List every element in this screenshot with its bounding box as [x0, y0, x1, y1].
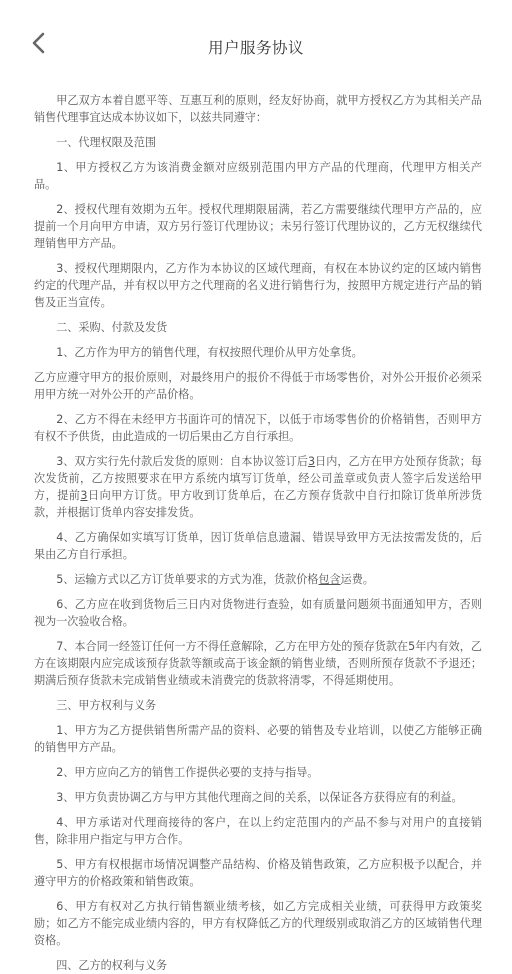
clause: [34, 571, 482, 588]
top-bar: [0, 0, 512, 92]
clause: 3、授权代理期限内，乙方作为本协议的区域代理商，有权在本协议约定的区域内销售约定的代理产品，并有权以甲方之代理商的名义进行销售行为，按照甲方规定进行产品的销售及正当宣传。: [34, 262, 482, 310]
section-heading: 二、采购、付款及发货: [56, 321, 168, 335]
clause: 乙方应遵守甲方的报价原则，对最终用户的报价不得低于市场零售价，对外公开报价必须采用甲方统一对外公开的产品价格。: [34, 370, 482, 401]
section-heading: 四、乙方的权利与义务: [56, 958, 168, 972]
clause: 1、甲方为乙方提供销售所需产品的资料、必要的销售及专业培训，以使乙方能够正确的销售甲方产品。: [34, 724, 482, 755]
clause: 1、甲方授权乙方为该消费金额对应级别范围内甲方产品的代理商，代理甲方相关产品。: [34, 160, 482, 191]
agreement-body: [0, 92, 512, 974]
page-title: 用户服务协议: [207, 39, 304, 57]
clause-text: 日向甲方订货。甲方收到订货单后，在乙方预存货款中自行扣除订货单所涉货款，并根据订货单内容安排发货。: [34, 489, 482, 520]
days-value: 3: [308, 454, 316, 468]
clause: 6、乙方应在收到货物后三日内对货物进行查验，如有质量问题须书面通知甲方，否则视为一次验收合格。: [34, 598, 482, 629]
clause: 7、本合同一经签订任何一方不得任意解除，乙方在甲方处的预存货款在5年内有效，乙方在该期限内应完成该预存货款等额或高于该金额的销售业绩，否则所预存货款不予退还；期满后预存货款未完成销售业绩或未消费完的货款将清零，不得延期使用。: [34, 640, 482, 688]
clause-text: 5、运输方式以乙方订货单要求的方式为准，货款价格: [56, 573, 319, 587]
clause-text: 日内，乙方在甲方处预存货款；每次发货前，乙方按照要求在甲方系统内填写订货单，经公司盖章或负责人签字后发送给甲方，提前: [34, 454, 482, 503]
section-heading: 三、甲方权利与义务: [56, 699, 157, 713]
clause: 2、甲方应向乙方的销售工作提供必要的支持与指导。: [56, 766, 319, 779]
clause: 2、授权代理有效期为五年。授权代理期限届满，若乙方需要继续代理甲方产品的，应提前一个月向甲方申请，双方另行签订代理协议；未另行签订代理协议的，乙方无权继续代理销售甲方产品。: [34, 202, 482, 251]
clause: 2、乙方不得在未经甲方书面许可的情况下，以低于市场零售价的价格销售，否则甲方有权不予供货，由此造成的一切后果由乙方自行承担。: [34, 412, 482, 443]
clause-text: 运费。: [340, 573, 374, 587]
clause: [34, 453, 482, 522]
clause: 3、甲方负责协调乙方与甲方其他代理商之间的关系，以保证各方获得应有的利益。: [56, 790, 463, 804]
clause: 4、甲方承诺对代理商接待的客户，在以上约定范围内的产品不参与对用户的直接销售，除非用户指定与甲方合作。: [34, 815, 482, 846]
section-heading: 一、代理权限及范围: [56, 136, 157, 149]
clause: 5、甲方有权根据市场情况调整产品结构、价格及销售政策，乙方应积极予以配合，并遵守甲方的价格政策和销售政策。: [34, 857, 482, 888]
clause-text: 3、双方实行先付款后发货的原则：自本协议签订后: [56, 454, 309, 468]
days-value: 3: [80, 489, 88, 503]
clause: 1、乙方作为甲方的销售代理，有权按照代理价从甲方处拿货。: [56, 346, 363, 359]
intro-paragraph: 甲乙双方本着自愿平等、互惠互利的原则，经友好协商，就甲方授权乙方为其相关产品销售代理事宜达成本协议如下，以兹共同遵守：: [34, 94, 482, 125]
clause: 6、甲方有权对乙方执行销售额业绩考核，如乙方完成相关业绩，可获得甲方政策奖励；如乙方不能完成业绩内容的，甲方有权降低乙方的代理级别或取消乙方的区域销售代理资格。: [34, 899, 482, 947]
clause: 4、乙方确保如实填写订货单，因订货单信息遗漏、错误导致甲方无法按需发货的，后果由乙方自行承担。: [34, 531, 482, 562]
freight-included: 包含: [318, 573, 341, 587]
